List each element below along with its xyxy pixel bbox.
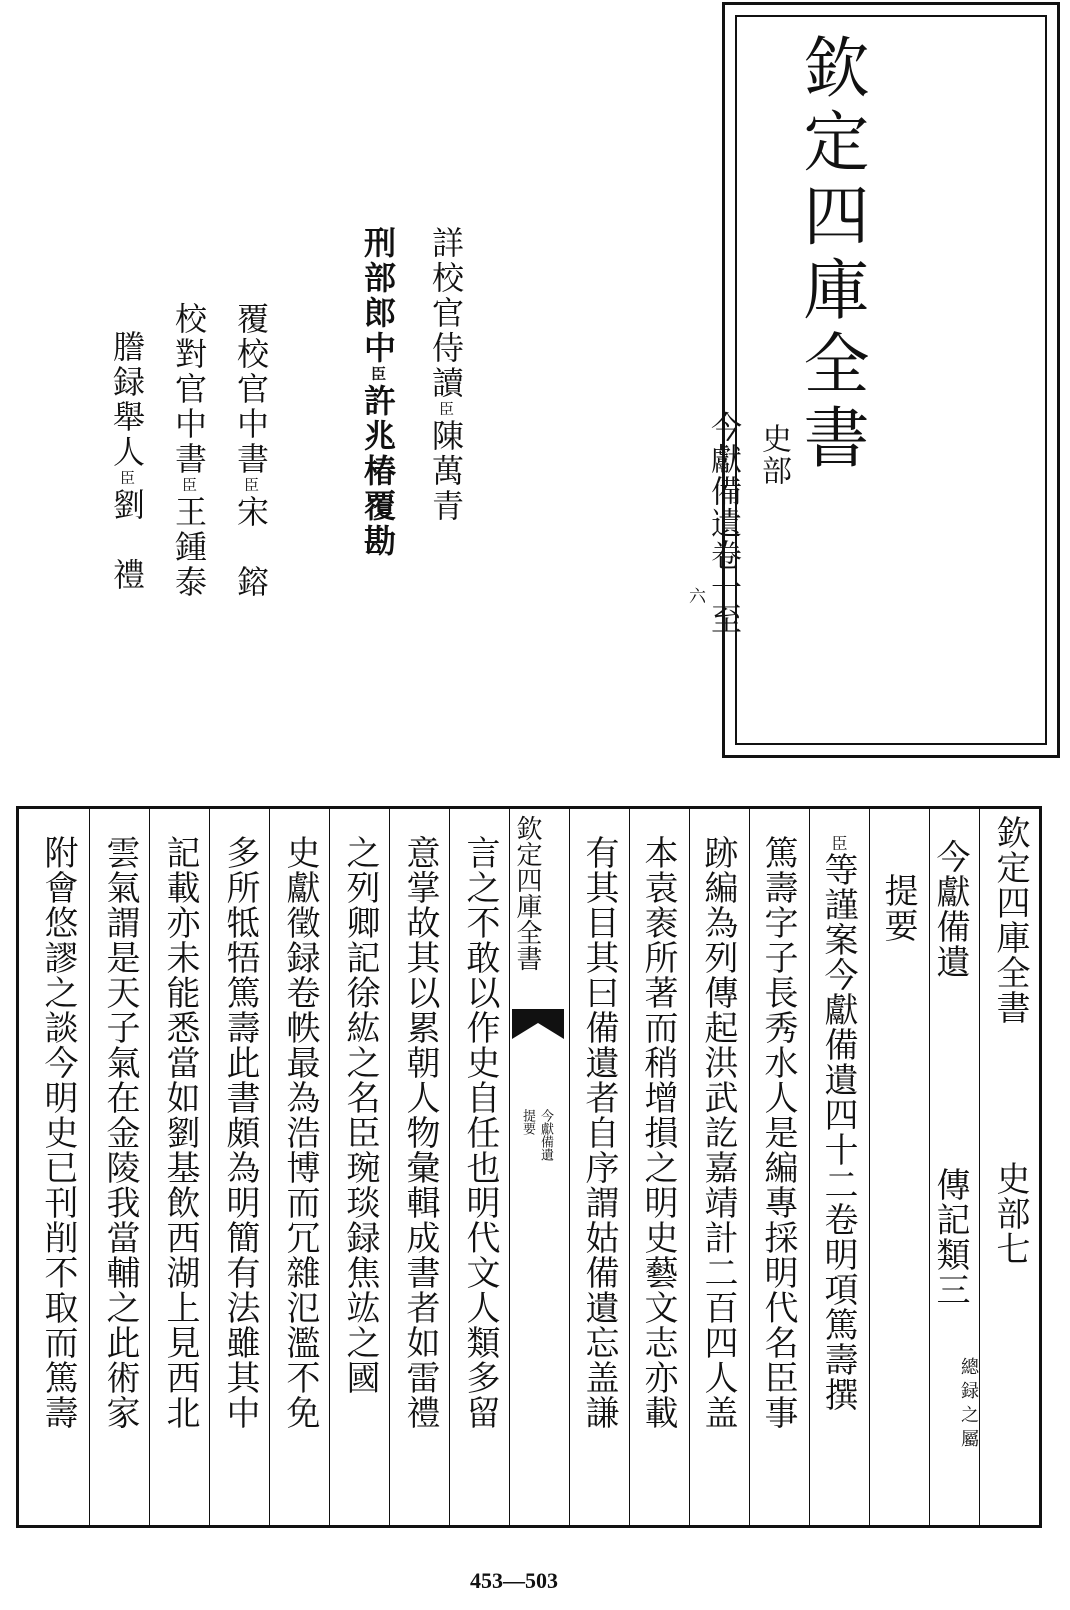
column-rule bbox=[389, 809, 390, 1525]
editor-role: 刑部郎中 bbox=[359, 226, 397, 366]
fish-tail-mark-icon bbox=[512, 1009, 564, 1039]
center-strip-book: 今獻備遺 bbox=[538, 1109, 553, 1161]
section-title: 提要 bbox=[878, 873, 918, 943]
title-slip-inner-border bbox=[685, 15, 1047, 745]
editor-name: 許兆椿覆勘 bbox=[359, 384, 397, 559]
editor-rank: 臣 bbox=[118, 470, 136, 488]
category-line: 傳記類三 bbox=[930, 1167, 970, 1307]
editor-rank: 臣 bbox=[242, 477, 260, 495]
text-line-3: 跡編為列傳起洪武訖嘉靖計二百四人盖 bbox=[698, 835, 738, 1430]
text-line-7: 意掌故其以累朝人物彙輯成書者如雷禮 bbox=[400, 835, 440, 1430]
column-rule bbox=[89, 809, 90, 1525]
text-line-10: 多所牴牾篤壽此書頗為明簡有法雖其中 bbox=[220, 835, 260, 1430]
editor-rank: 臣 bbox=[437, 401, 455, 419]
text-line-5: 有其目其曰備遺者自序謂姑備遺忘盖謙 bbox=[579, 835, 619, 1430]
header-column bbox=[981, 815, 1039, 1025]
page-number: 453—503 bbox=[470, 1568, 558, 1593]
column-rule bbox=[449, 809, 450, 1525]
column-rule bbox=[149, 809, 150, 1525]
section-label: 史部 bbox=[756, 423, 791, 487]
text-line-13: 附會悠謬之談今明史已刊削不取而篤壽 bbox=[38, 835, 78, 1430]
text-line-11: 記載亦未能悉當如劉基飲西湖上見西北 bbox=[160, 835, 200, 1430]
center-fold-strip bbox=[510, 809, 568, 1525]
text-line-4: 本袁袠所著而稍增損之明史藝文志亦載 bbox=[638, 835, 678, 1430]
editor-name: 陳萬青 bbox=[427, 419, 465, 524]
book-title-line: 今獻備遺 bbox=[930, 839, 970, 979]
volume-range-end: 六 bbox=[685, 587, 705, 604]
editor-name: 宋 鎔 bbox=[232, 495, 270, 600]
editor-role: 詳校官侍讀 bbox=[427, 226, 465, 401]
text-line-content: 等謹案今獻備遺四十二卷明項篤壽撰 bbox=[818, 852, 858, 1412]
center-strip-section: 提要 bbox=[520, 1109, 535, 1135]
editor-rank: 臣 bbox=[369, 366, 387, 384]
editor-role: 覆校官中書 bbox=[232, 302, 270, 477]
editor-role: 謄録舉人 bbox=[108, 330, 146, 470]
text-line-6: 言之不敢以作史自任也明代文人類多留 bbox=[460, 835, 500, 1430]
center-strip-title: 欽定四庫全書 bbox=[512, 815, 542, 971]
editor-3 bbox=[228, 302, 274, 600]
editor-role: 校對官中書 bbox=[170, 302, 208, 477]
text-line-rank: 臣 bbox=[829, 835, 848, 852]
text-line-8: 之列卿記徐紘之名臣琬琰録焦竑之國 bbox=[340, 835, 380, 1395]
text-line-2: 篤壽字子長秀水人是編專採明代名臣事 bbox=[758, 835, 798, 1430]
text-line-1 bbox=[809, 835, 867, 1412]
column-rule bbox=[269, 809, 270, 1525]
editor-name: 王鍾泰 bbox=[170, 495, 208, 600]
title-slip bbox=[685, 2, 1060, 758]
editor-rank: 臣 bbox=[180, 477, 198, 495]
editor-5 bbox=[104, 330, 150, 593]
subcategory-line: 總録之屬 bbox=[958, 1357, 979, 1453]
editor-4 bbox=[166, 302, 212, 600]
editor-1 bbox=[423, 226, 469, 524]
main-page bbox=[16, 806, 1042, 1528]
column-rule bbox=[209, 809, 210, 1525]
header-category: 史部七 bbox=[990, 1161, 1030, 1266]
text-line-9: 史獻徵録卷帙最為浩博而冗雜氾濫不免 bbox=[280, 835, 320, 1430]
column-rule bbox=[329, 809, 330, 1525]
book-title: 今獻備遺卷一至 bbox=[705, 411, 741, 635]
editor-2 bbox=[355, 226, 401, 559]
collection-title: 欽定四庫全書 bbox=[792, 33, 869, 477]
header-title: 欽定四庫全書 bbox=[990, 815, 1030, 1025]
editor-name: 劉 禮 bbox=[108, 488, 146, 593]
text-line-12: 雲氣謂是天子氣在金陵我當輔之此術家 bbox=[100, 835, 140, 1430]
